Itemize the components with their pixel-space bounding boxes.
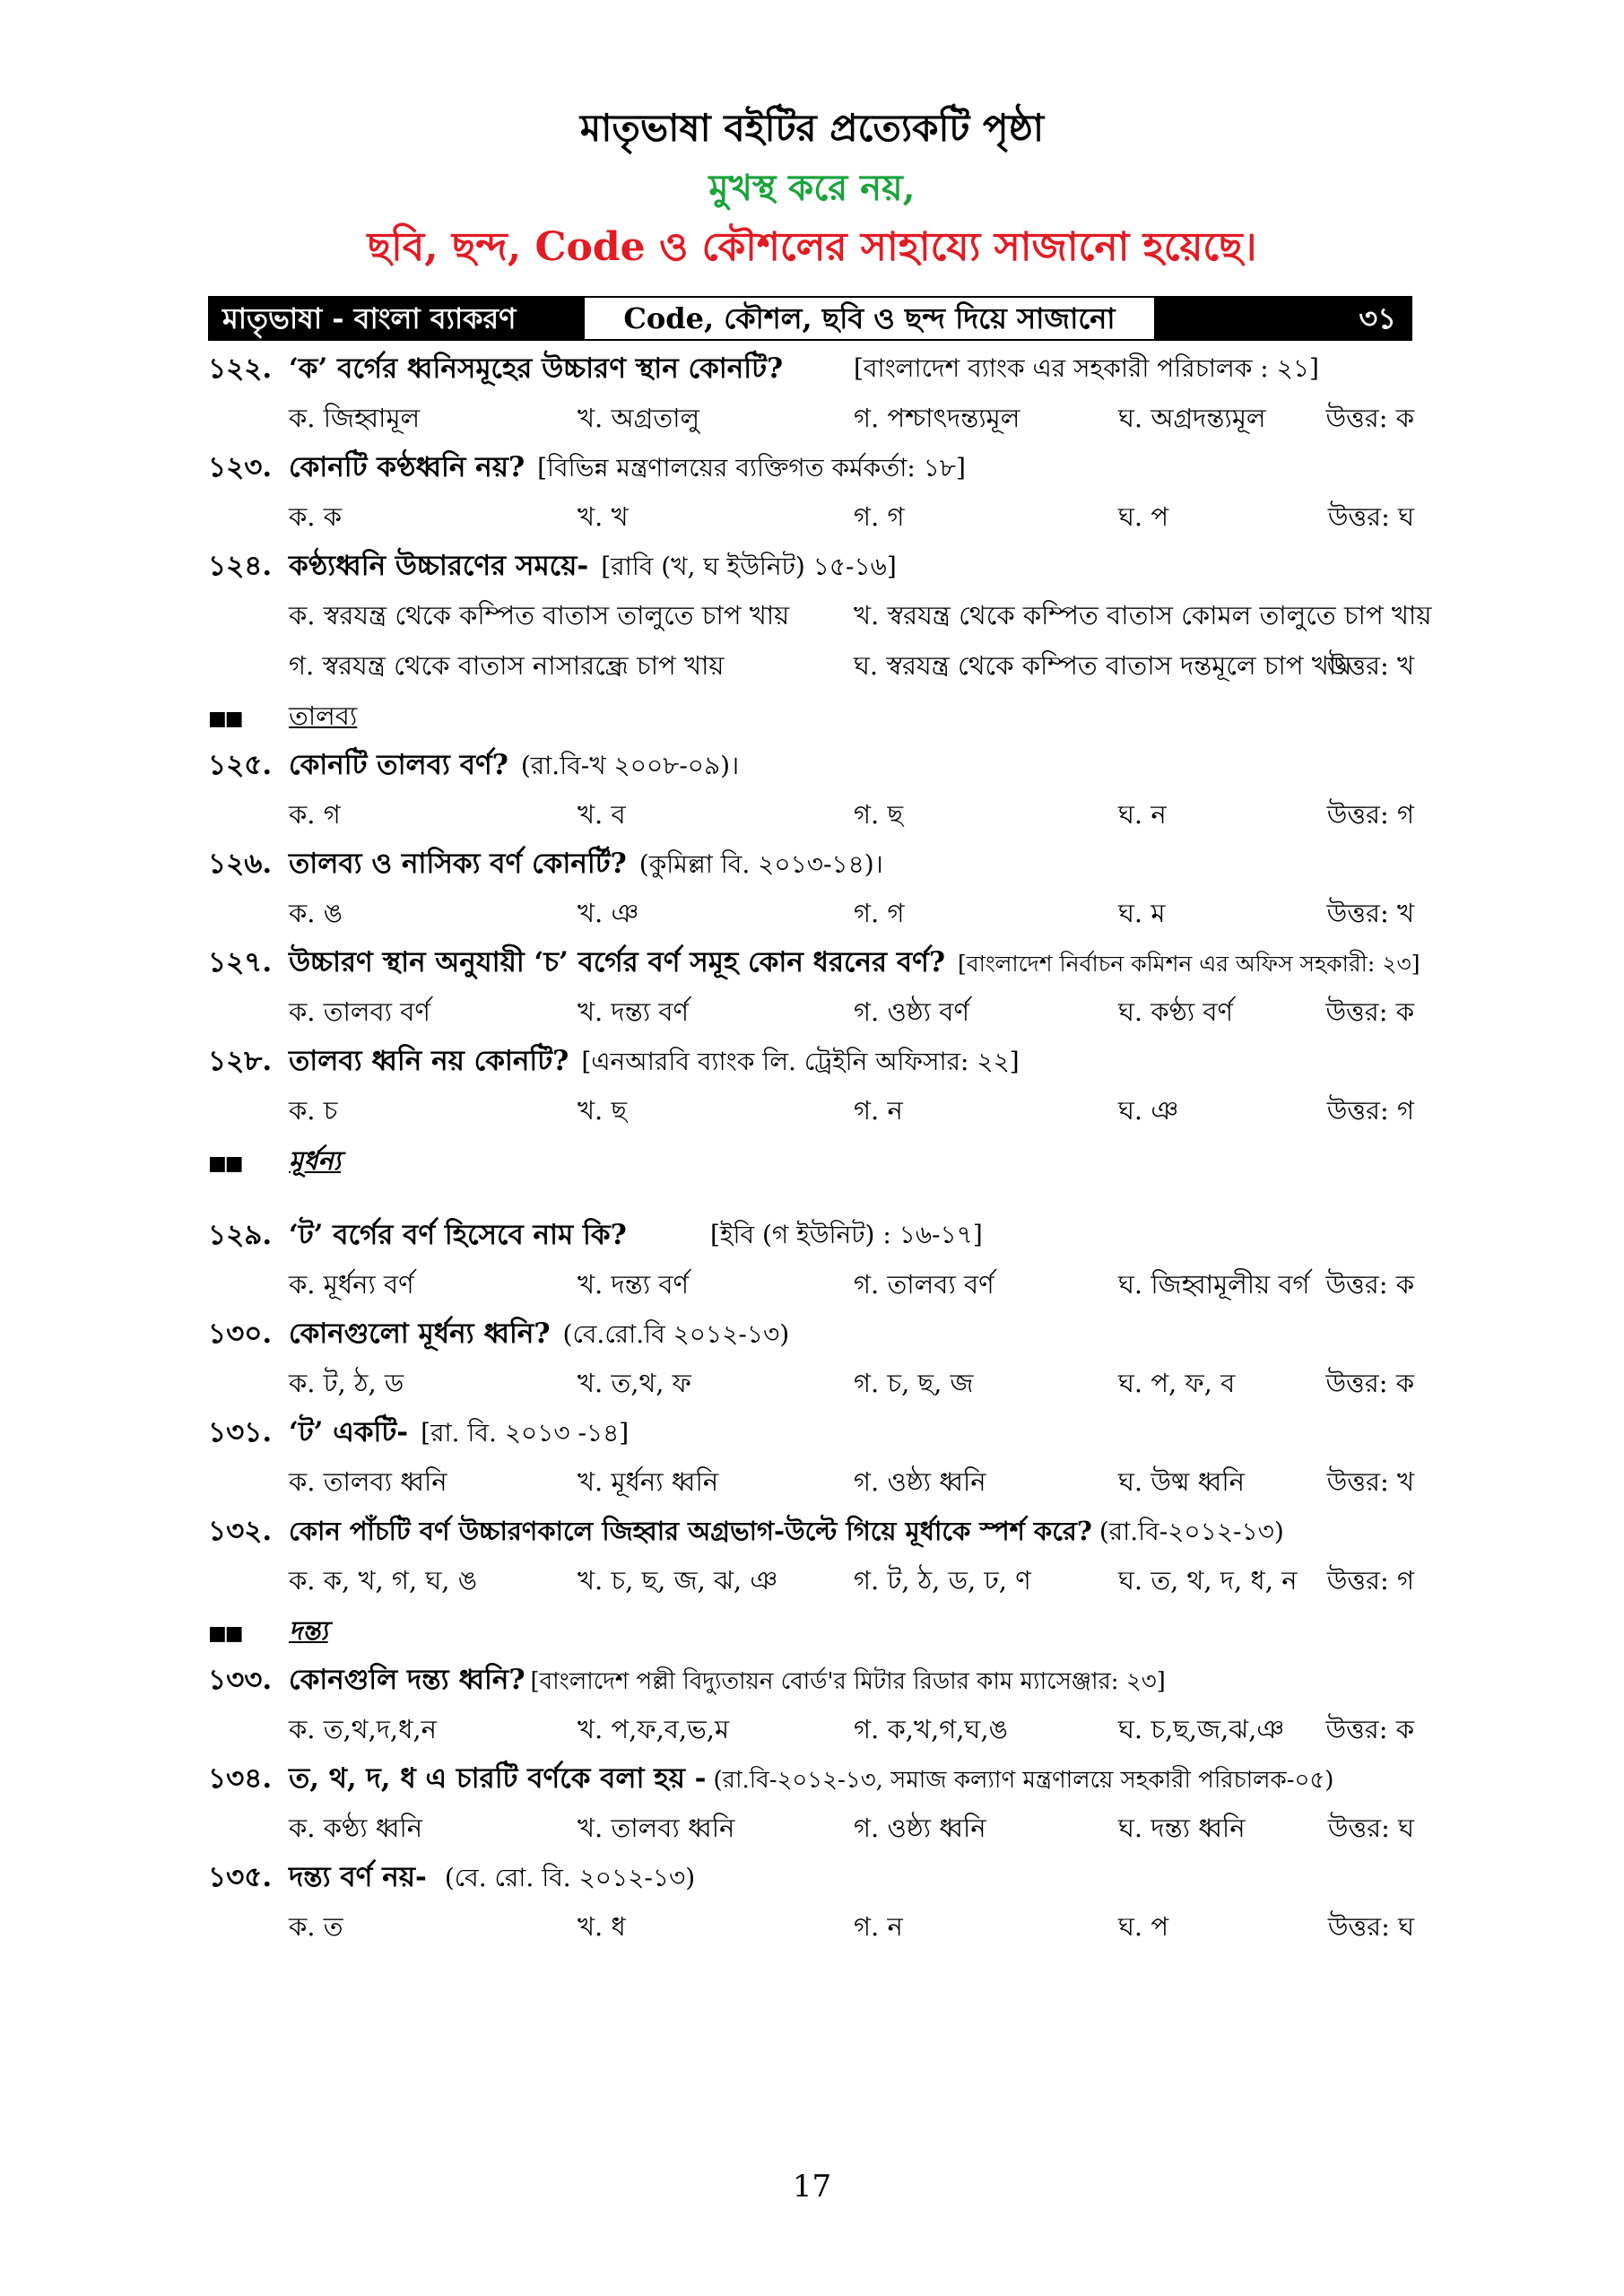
question-number: ১২২. [208, 352, 273, 385]
section-label: দন্ত্য [289, 1615, 328, 1646]
question-source: [এনআরবি ব্যাংক লি. ট্রেইনি অফিসার: ২২] [581, 1047, 1020, 1076]
question-list [208, 344, 1432, 1952]
option-ga: গ. পশ্চাৎদন্ত্যমূল [854, 403, 1020, 433]
question-source: [রা. বি. ২০১৩ -১৪] [421, 1418, 630, 1448]
question-text: দন্ত্য বর্ণ নয়- [289, 1861, 427, 1893]
question-number: ১৩৩. [208, 1664, 273, 1696]
question-126 [208, 839, 1414, 888]
option-kha: খ. ঞ [578, 898, 639, 928]
question-text: কণ্ঠ্যধ্বনি উচ্চারণের সময়ে- [289, 550, 589, 582]
options-123 [208, 491, 1414, 542]
question-number: ১৩১. [208, 1416, 273, 1448]
option-ka: ক. ক [289, 501, 343, 532]
option-ka: ক. ত [289, 1911, 343, 1942]
question-source: [বাংলাদেশ পল্লী বিদ্যুতায়ন বোর্ড'র মিটার রিডার কাম ম্যাসেঞ্জার: ২৩] [530, 1668, 1166, 1695]
question-text: ‘ট’ একটি- [289, 1416, 409, 1448]
answer: উত্তর: খ [1326, 898, 1414, 928]
answer: উত্তর: ক [1325, 1368, 1414, 1398]
option-ka: ক. কণ্ঠ্য ধ্বনি [289, 1813, 423, 1843]
option-gha: ঘ. ঞ [1118, 1095, 1178, 1126]
header-line-3: ছবি, ছন্দ, Code ও কৌশলের সাহায্যে সাজানো হয়েছে। [367, 224, 1257, 270]
option-ga: গ. ছ [854, 799, 904, 830]
answer: উত্তর: গ [1326, 1095, 1414, 1126]
options-128 [208, 1085, 1414, 1135]
banner-tagline: Code, কৌশল, ছবি ও ছন্দ দিয়ে সাজানো [585, 298, 1154, 339]
question-135 [208, 1853, 1414, 1901]
section-label: মূর্ধন্য [289, 1145, 342, 1176]
option-ka: ক. ক, খ, গ, ঘ, ঙ [289, 1565, 477, 1596]
header-line-1: মাতৃভাষা বইটির প্রত্যেকটি পৃষ্ঠা [579, 106, 1045, 150]
option-kha: খ. ত,থ, ফ [578, 1368, 691, 1398]
chapter-banner [208, 296, 1412, 341]
option-gha: ঘ. ম [1118, 898, 1166, 928]
question-source: (বে.রো.বি ২০১২-১৩) [562, 1319, 790, 1349]
question-source: [ইবি (গ ইউনিট) : ১৬-১৭] [710, 1220, 983, 1249]
option-kha: খ. খ [578, 501, 629, 532]
section-label: তালব্য [289, 700, 358, 731]
option-gha: ঘ. দন্ত্য ধ্বনি [1118, 1813, 1246, 1843]
options-133 [208, 1704, 1414, 1754]
option-ka: ক. তালব্য বর্ণ [289, 996, 430, 1027]
option-ga: গ. ক,খ,গ,ঘ,ঙ [854, 1714, 1008, 1744]
answer: উত্তর: খ [1326, 1466, 1414, 1497]
banner-page-number: ৩১ [1359, 301, 1396, 335]
question-134 [208, 1754, 1414, 1803]
answer: উত্তর: ঘ [1327, 501, 1414, 532]
option-kha: খ. মূর্ধন্য ধ্বনি [578, 1466, 719, 1497]
option-kha: খ. প,ফ,ব,ভ,ম [578, 1714, 730, 1744]
option-gha: ঘ. কণ্ঠ্য বর্ণ [1118, 996, 1234, 1027]
question-128 [208, 1037, 1414, 1085]
section-marker-icon: ■■ [208, 1622, 242, 1645]
question-source: (রা.বি-২০১২-১৩, সমাজ কল্যাণ মন্ত্রণালয়ে সহকারী পরিচালক-০৫) [713, 1767, 1334, 1794]
question-source: (রা.বি-২০১২-১৩) [1099, 1517, 1284, 1546]
question-text: কোনটি তালব্য বর্ণ? [289, 749, 508, 781]
option-ga: গ. স্বরযন্ত্র থেকে বাতাস নাসারন্ধ্রে চাপ খায় [289, 650, 725, 681]
option-ga: গ. ন [854, 1911, 903, 1942]
question-number: ১২৮. [208, 1045, 273, 1077]
question-133 [208, 1656, 1414, 1704]
question-text: কোন পাঁচটি বর্ণ উচ্চারণকালে জিহ্বার অগ্রভাগ-উল্টে গিয়ে মূর্ধাকে স্পর্শ করে? [289, 1516, 1092, 1546]
answer: উত্তর: ক [1325, 996, 1414, 1027]
option-kha: খ. ব [578, 799, 626, 830]
question-number: ১২৬. [208, 848, 273, 880]
answer: উত্তর: ক [1325, 1714, 1414, 1744]
question-source: (কুমিল্লা বি. ২০১৩-১৪)। [638, 849, 883, 879]
question-number: ১৩৫. [208, 1861, 273, 1893]
question-text: ‘ক’ বর্গের ধ্বনিসমূহের উচ্চারণ স্থান কোনটি? [289, 352, 784, 385]
question-127 [208, 938, 1420, 987]
options-131 [208, 1457, 1414, 1507]
answer: উত্তর: ক [1325, 1269, 1414, 1300]
question-text: ‘ট’ বর্গের বর্ণ হিসেবে নাম কি? [289, 1219, 627, 1251]
options-125 [208, 789, 1414, 839]
option-ga: গ. ওষ্ঠ্য বর্ণ [854, 996, 969, 1027]
question-number: ১২৫. [208, 749, 273, 781]
answer: উত্তর: খ [1326, 650, 1414, 681]
option-gha: ঘ. চ,ছ,জ,ঝ,ঞ [1118, 1714, 1284, 1744]
option-kha: খ. স্বরযন্ত্র থেকে কম্পিত বাতাস কোমল তালুতে চাপ খায় [854, 600, 1432, 631]
question-number: ১২৭. [208, 946, 273, 978]
section-marker-icon: ■■ [208, 1152, 242, 1175]
option-ka: ক. তালব্য ধ্বনি [289, 1466, 447, 1497]
question-source: [বাংলাদেশ নির্বাচন কমিশন এর অফিস সহকারী: ২৩] [958, 951, 1420, 977]
question-130 [208, 1309, 1414, 1358]
section-murdhanya [208, 1135, 1414, 1211]
option-gha: ঘ. ত, থ, দ, ধ, ন [1118, 1565, 1298, 1596]
question-text: তালব্য ধ্বনি নয় কোনটি? [289, 1045, 569, 1077]
option-gha: ঘ. উষ্ম ধ্বনি [1118, 1466, 1245, 1497]
option-ka: ক. মূর্ধন্য বর্ণ [289, 1269, 414, 1300]
option-kha: খ. ধ [578, 1911, 626, 1942]
option-ka: ক. চ [289, 1095, 338, 1126]
option-ka: ক. ত,থ,দ,ধ,ন [289, 1714, 437, 1744]
question-text: কোনটি কণ্ঠধ্বনি নয়? [289, 451, 525, 483]
question-source: [রাবি (খ, ঘ ইউনিট) ১৫-১৬] [601, 552, 897, 581]
options-126 [208, 888, 1414, 938]
options-122 [208, 393, 1414, 443]
question-source: [বাংলাদেশ ব্যাংক এর সহকারী পরিচালক : ২১] [854, 353, 1319, 383]
header-line-2: মুখস্থ করে নয়, [708, 167, 916, 209]
question-number: ১৩৪. [208, 1762, 273, 1795]
option-ga: গ. ন [854, 1095, 903, 1126]
section-talabya [208, 691, 1414, 741]
option-ka: ক. ঙ [289, 898, 343, 928]
options-130 [208, 1358, 1414, 1408]
answer: উত্তর: গ [1326, 1565, 1414, 1596]
answer: উত্তর: ক [1325, 403, 1414, 433]
option-ka: ক. জিহ্বামূল [289, 403, 421, 433]
options-132 [208, 1555, 1414, 1605]
question-number: ১৩২. [208, 1515, 273, 1547]
option-ka: ক. ট, ঠ, ড [289, 1368, 404, 1398]
options-134 [208, 1803, 1414, 1853]
answer: উত্তর: গ [1326, 799, 1414, 830]
question-131 [208, 1408, 1414, 1457]
option-ga: গ. চ, ছ, জ [854, 1368, 974, 1398]
question-number: ১২৪. [208, 550, 273, 582]
question-text: ত, থ, দ, ধ এ চারটি বর্ণকে বলা হয় - [289, 1762, 707, 1795]
question-129 [208, 1211, 1414, 1259]
question-source: (বে. রো. বি. ২০১২-১৩) [444, 1863, 696, 1892]
option-kha: খ. তালব্য ধ্বনি [578, 1813, 735, 1843]
question-number: ১২৩. [208, 451, 273, 483]
question-source: (রা.বি-খ ২০০৮-০৯)। [520, 751, 740, 780]
option-gha: ঘ. ন [1118, 799, 1167, 830]
question-122 [208, 344, 1414, 393]
option-gha: ঘ. অগ্রদন্ত্যমূল [1118, 403, 1266, 433]
question-source: [বিভিন্ন মন্ত্রণালয়ের ব্যক্তিগত কর্মকর্তা: ১৮] [537, 453, 966, 483]
option-gha: ঘ. প [1118, 501, 1169, 532]
question-125 [208, 741, 1414, 789]
question-124 [208, 542, 1414, 590]
page-number: 17 [792, 2169, 832, 2205]
option-ga: গ. গ [854, 501, 905, 532]
options-124-row-2 [208, 640, 1414, 691]
option-kha: খ. ছ [578, 1095, 628, 1126]
option-gha: ঘ. প, ফ, ব [1118, 1368, 1236, 1398]
option-ka: ক. গ [289, 799, 341, 830]
question-number: ১২৯. [208, 1219, 273, 1251]
question-text: কোনগুলো মূর্ধন্য ধ্বনি? [289, 1318, 551, 1350]
question-text: কোনগুলি দন্ত্য ধ্বনি? [289, 1664, 525, 1696]
option-gha: ঘ. প [1118, 1911, 1169, 1942]
section-dantya [208, 1605, 1414, 1656]
option-kha: খ. অগ্রতালু [578, 403, 700, 433]
option-ga: গ. গ [854, 898, 905, 928]
option-ka: ক. স্বরযন্ত্র থেকে কম্পিত বাতাস তালুতে চাপ খায় [289, 600, 790, 631]
option-gha: ঘ. স্বরযন্ত্র থেকে কম্পিত বাতাস দন্তমূলে চাপ খায় [854, 650, 1352, 681]
option-ga: গ. ওষ্ঠ্য ধ্বনি [854, 1813, 986, 1843]
option-ga: গ. তালব্য বর্ণ [854, 1269, 994, 1300]
options-124-row-1 [208, 590, 1432, 640]
options-135 [208, 1901, 1414, 1952]
options-129 [208, 1259, 1414, 1309]
option-kha: খ. চ, ছ, জ, ঝ, ঞ [578, 1565, 777, 1596]
answer: উত্তর: ঘ [1327, 1911, 1414, 1942]
question-132 [208, 1507, 1414, 1555]
question-text: উচ্চারণ স্থান অনুযায়ী ‘চ’ বর্গের বর্ণ সমূহ কোন ধরনের বর্ণ? [289, 946, 946, 978]
banner-subject: মাতৃভাষা - বাংলা ব্যাকরণ [222, 301, 517, 335]
option-kha: খ. দন্ত্য বর্ণ [578, 996, 690, 1027]
option-ga: গ. ওষ্ঠ্য ধ্বনি [854, 1466, 986, 1497]
option-gha: ঘ. জিহ্বামূলীয় বর্গ [1118, 1269, 1310, 1300]
answer: উত্তর: ঘ [1327, 1813, 1414, 1843]
option-ga: গ. ট, ঠ, ড, ঢ, ণ [854, 1565, 1031, 1596]
options-127 [208, 987, 1414, 1037]
question-number: ১৩০. [208, 1318, 273, 1350]
option-kha: খ. দন্ত্য বর্ণ [578, 1269, 690, 1300]
section-marker-icon: ■■ [208, 708, 242, 730]
question-123 [208, 443, 1414, 491]
question-text: তালব্য ও নাসিক্য বর্ণ কোনর্টি? [289, 848, 627, 880]
